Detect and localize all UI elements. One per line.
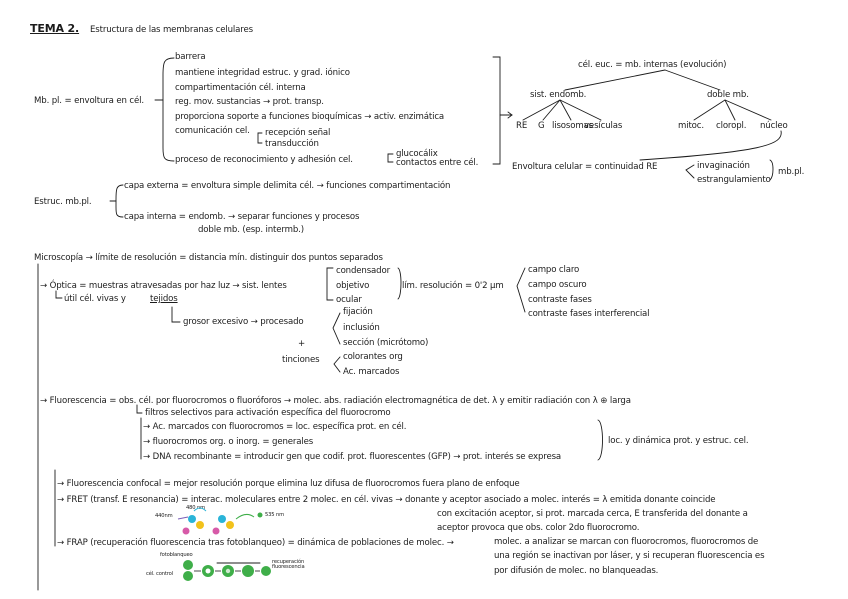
confocal-line: → Fluorescencia confocal = mejor resolución porque elimina luz difusa de fluorocromos fuera plano de enfoque bbox=[57, 479, 520, 489]
reconocimiento-sub-2: contactos entre cél. bbox=[396, 158, 479, 168]
fret-label-535: 535 nm bbox=[265, 512, 284, 518]
fret-label-480: 480 nm bbox=[186, 505, 205, 511]
lente-1: condensador bbox=[336, 266, 390, 276]
mbpl-funcion-5: proporciona soporte a funciones bioquímicas → activ. enzimática bbox=[175, 112, 445, 122]
fluorescencia-main: → Fluorescencia = obs. cél. por fluorocromos o fluoróforos → molec. abs. radiación electromagnética de det. λ y emitir radiación con λ ⊕ larga bbox=[40, 396, 631, 406]
reconocimiento-text: proceso de reconocimiento y adhesión cel. bbox=[175, 155, 353, 165]
util-text: útil cél. vivas y bbox=[64, 294, 126, 304]
lente-3: ocular bbox=[336, 295, 362, 305]
mbpl-label: Mb. pl. = envoltura en cél. bbox=[34, 96, 144, 106]
capa-interna-2: doble mb. (esp. intermb.) bbox=[198, 225, 304, 235]
fret-line-3: aceptor provoca que obs. color 2do fluorocromo. bbox=[437, 523, 640, 533]
mbpl-funcion-6: comunicación cel. bbox=[175, 126, 250, 136]
tree-child-mitoc: mitoc. bbox=[678, 121, 704, 131]
mbpl-right-bracket bbox=[493, 57, 500, 164]
fret-line: → FRET (transf. E resonancia) = interac. moleculares entre 2 molec. en cél. vivas → donante y aceptor asociado a molec. interés = λ emitida donante coincide bbox=[57, 495, 716, 505]
frap-text-3: por difusión de molec. no blanqueadas. bbox=[494, 566, 659, 576]
frap-text-1: molec. a analizar se marcan con fluorocromos, fluorocromos de bbox=[494, 537, 759, 547]
tinciones-label: tinciones bbox=[282, 355, 320, 365]
campo-3: contraste fases bbox=[528, 295, 592, 305]
frap-text-2: una región se inactivan por láser, y si recuperan fluorescencia es bbox=[494, 551, 765, 561]
campo-4: contraste fases interferencial bbox=[528, 309, 650, 319]
reconocimiento-sub-1: glucocálix bbox=[396, 149, 438, 159]
tree-left-parent: sist. endomb. bbox=[530, 90, 587, 100]
fret-diagram bbox=[170, 503, 270, 543]
lim-resolucion: lím. resolución = 0'2 µm bbox=[402, 281, 504, 291]
tree-child-cloropl: cloropl. bbox=[716, 121, 747, 131]
lente-2: objetivo bbox=[336, 281, 370, 291]
continuidad-sub-1: invaginación bbox=[697, 161, 750, 171]
grosor-text: grosor excesivo → procesado bbox=[183, 317, 304, 327]
optica-line: → Óptica = muestras atravesadas por haz luz → sist. lentes bbox=[40, 281, 287, 291]
fret-line-2: con excitación aceptor, si prot. marcada cerca, E transferida del donante a bbox=[437, 509, 748, 519]
campo-1: campo claro bbox=[528, 265, 580, 275]
estruc-label: Estruc. mb.pl. bbox=[34, 197, 92, 207]
tinciones-sub-1: colorantes org bbox=[343, 352, 403, 362]
tinciones-sub-2: Ac. marcados bbox=[343, 367, 400, 377]
mbpl-brace bbox=[163, 58, 174, 161]
frap-label-fotoblanqueo: fotoblanqueo bbox=[160, 552, 193, 558]
continuidad-text: Envoltura celular = continuidad RE bbox=[512, 162, 658, 172]
fluor-item-2: → fluorocromos org. o inorg. = generales bbox=[143, 437, 314, 447]
procesado-2: inclusión bbox=[343, 323, 380, 333]
plus-sign: + bbox=[298, 339, 306, 349]
comunicacion-sub-2: transducción bbox=[265, 139, 319, 149]
tree-child-nucleo: núcleo bbox=[760, 121, 788, 131]
tree-right-parent: doble mb. bbox=[707, 90, 749, 100]
page-title: Estructura de las membranas celulares bbox=[90, 25, 253, 35]
campo-2: campo oscuro bbox=[528, 280, 587, 290]
mbpl-funcion-1: barrera bbox=[175, 52, 206, 62]
procesado-1: fijación bbox=[343, 307, 373, 317]
mbpl-funcion-2: mantiene integridad estruc. y grad. iónico bbox=[175, 68, 350, 78]
procesado-3: sección (micrótomo) bbox=[343, 338, 429, 348]
frap-diagram bbox=[180, 556, 272, 584]
fret-label-440: 440nm bbox=[155, 513, 173, 519]
tema-label: TEMA 2. bbox=[30, 22, 80, 35]
continuidad-sub-2: estrangulamiento bbox=[697, 175, 771, 185]
microscopia-line: Microscopía → límite de resolución = distancia mín. distinguir dos puntos separados bbox=[34, 253, 383, 263]
mbpl-funcion-4: reg. mov. sustancias → prot. transp. bbox=[175, 97, 324, 107]
continuidad-result: mb.pl. bbox=[778, 167, 805, 177]
capa-interna: capa interna = endomb. → separar funciones y procesos bbox=[124, 212, 360, 222]
frap-label-control: cél. control bbox=[146, 571, 173, 577]
frap-label-recuperacion: recuperación fluorescencia bbox=[272, 559, 305, 570]
capa-externa: capa externa = envoltura simple delimita cél. → funciones compartimentación bbox=[124, 181, 451, 191]
tree-child-re: RE bbox=[516, 121, 528, 131]
tree-root: cél. euc. = mb. internas (evolución) bbox=[578, 60, 727, 70]
filtros-text: filtros selectivos para activación específica del fluorocromo bbox=[145, 408, 391, 418]
mbpl-funcion-3: compartimentación cél. interna bbox=[175, 83, 306, 93]
tree-child-g: G bbox=[538, 121, 545, 131]
fluor-item-1: → Ac. marcados con fluorocromos = loc. específica prot. en cél. bbox=[143, 422, 407, 432]
tejidos-text: tejidos bbox=[150, 294, 178, 304]
fluor-item-3: → DNA recombinante = introducir gen que codif. prot. fluorescentes (GFP) → prot. interés se expresa bbox=[143, 452, 562, 462]
loc-dinamica: loc. y dinámica prot. y estruc. cel. bbox=[608, 436, 749, 446]
comunicacion-sub-1: recepción señal bbox=[265, 128, 331, 138]
frap-line: → FRAP (recuperación fluorescencia tras fotoblanqueo) = dinámica de poblaciones de molec. → bbox=[57, 538, 454, 548]
tree-child-lisosomas: lisosomas bbox=[552, 121, 594, 131]
tree-child-vesiculas: vesículas bbox=[584, 121, 623, 131]
